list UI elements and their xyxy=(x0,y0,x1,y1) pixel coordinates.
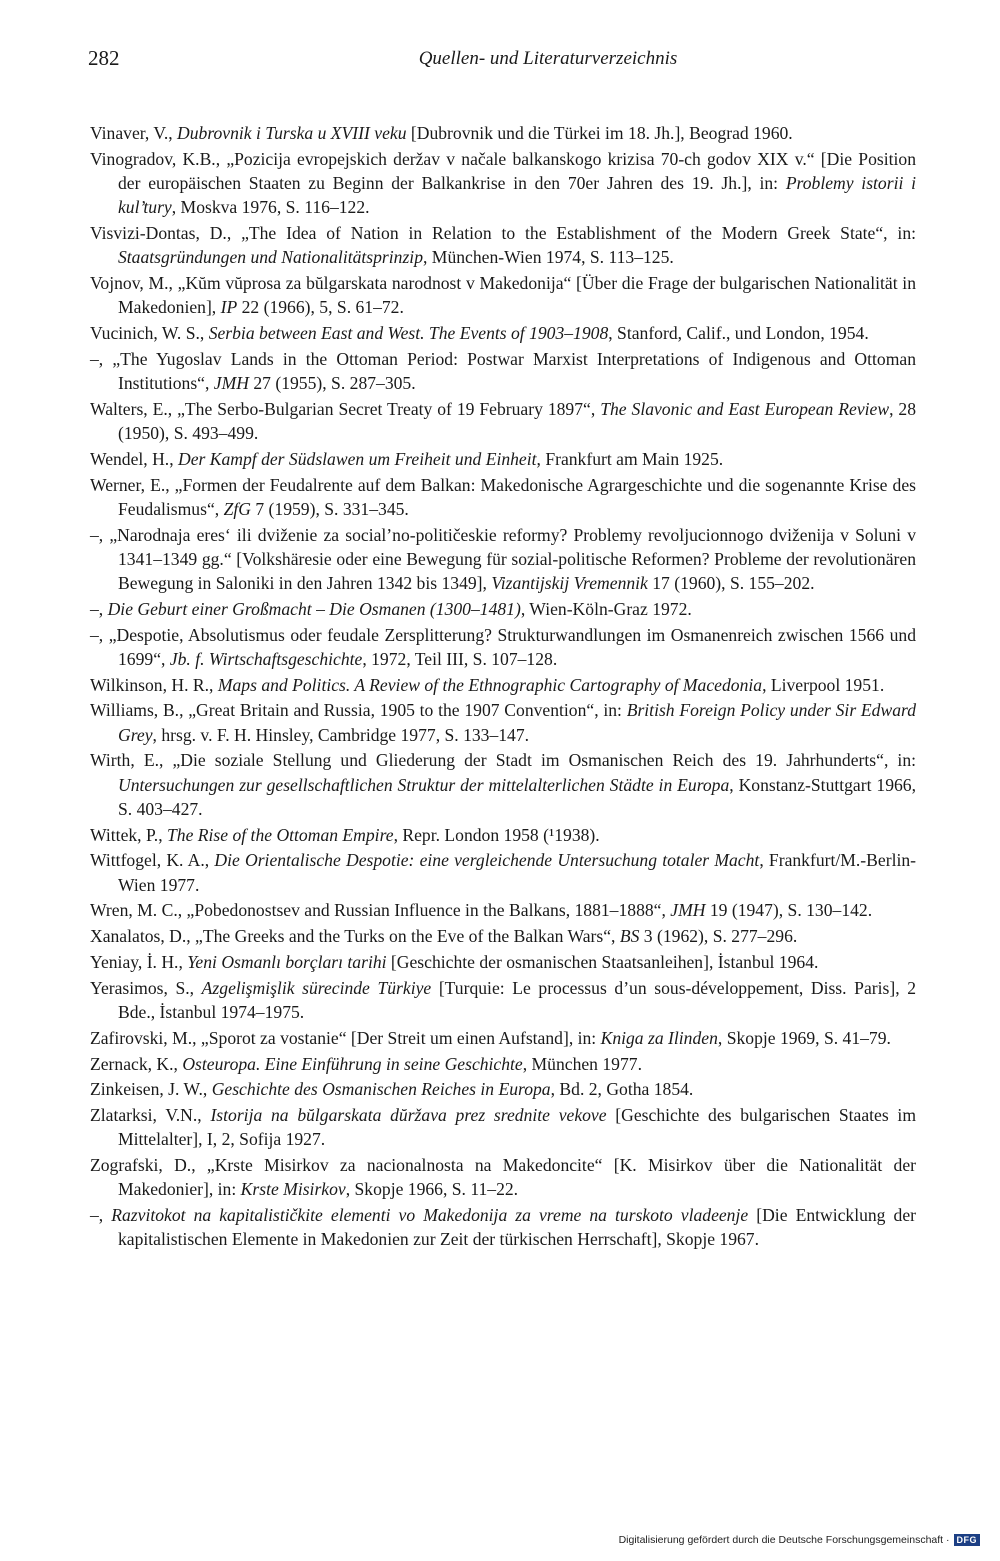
entry-title: IP xyxy=(220,297,238,318)
bibliography-entry xyxy=(90,121,916,145)
page-header xyxy=(88,46,916,76)
bibliography-entry xyxy=(90,597,916,621)
bibliography-entry xyxy=(90,1153,916,1201)
entry-title: JMH xyxy=(670,900,706,921)
entry-title: Vizantijskij Vremennik xyxy=(491,573,648,593)
entry-title: Geschichte des Osmanischen Reiches in Europa xyxy=(211,1079,551,1100)
entry-details: [Geschichte der osmanischen Staatsanleihen], İstanbul 1964. xyxy=(386,951,819,972)
footer-credit: Digitalisierung gefördert durch die Deutsche Forschungsgemeinschaft · xyxy=(618,1534,950,1546)
bibliography-entry xyxy=(90,1052,916,1076)
entry-details: , Skopje 1969, S. 41–79. xyxy=(717,1027,891,1048)
entry-author: –, xyxy=(90,1205,112,1226)
bibliography-entry xyxy=(90,1103,916,1151)
bibliography-entry xyxy=(90,924,916,948)
entry-author: –, „Despotie, Absolutismus oder feudale Zersplitterung? Strukturwandlungen im Osmanenreich zwischen 1566 und 1699“, xyxy=(90,624,916,669)
entry-details: , Frankfurt am Main 1925. xyxy=(536,448,724,469)
entry-title: Istorija na bŭlgarskata dŭržava prez srednite vekove xyxy=(210,1105,607,1126)
entry-details: [Die Entwicklung der kapitalistischen Elemente in Makedonien zur Zeit der türkischen Herrschaft], Skopje 1967. xyxy=(118,1205,917,1250)
entry-author: Yerasimos, S., xyxy=(90,977,202,998)
entry-author: Visvizi-Dontas, D., „The Idea of Nation in Relation to the Establishment of the Modern Greek State“, in: xyxy=(90,223,916,243)
bibliography-entry xyxy=(90,848,916,896)
entry-details: , Liverpool 1951. xyxy=(762,674,885,695)
bibliography-entry xyxy=(90,748,916,821)
bibliography-entry xyxy=(90,271,916,319)
entry-title: Kniga za Ilinden xyxy=(600,1027,718,1048)
entry-author: –, xyxy=(90,598,108,619)
entry-author: Wittek, P., xyxy=(90,824,167,845)
entry-details: , 1972, Teil III, S. 107–128. xyxy=(362,648,558,669)
entry-author: Werner, E., „Formen der Feudalrente auf dem Balkan: Makedonische Agrargeschichte und die sogenannte Krise des Feudalismus“, xyxy=(90,474,916,519)
bibliography-entry xyxy=(90,823,916,847)
bibliography-entry xyxy=(90,147,916,220)
bibliography-entry xyxy=(90,447,916,471)
entry-title: Dubrovnik i Turska u XVIII veku xyxy=(177,123,407,143)
entry-author: –, „Narodnaja eres‘ ili dviženie za social’no-političeskie reformy? Problemy revoljucionnogo dviženija v Soluni v 1341–1349 gg.“ [Volkshäresie oder eine Bewegung für sozial-politische Reformen? Probleme der revolutionären Bewegung in Saloniki in den Jahren 1342 bis 1349], xyxy=(90,524,916,593)
entry-author: Zografski, D., „Krste Misirkov za nacionalnosta na Makedoncite“ [K. Misirkov über die Nationalität der Makedonier], in: xyxy=(90,1155,916,1200)
entry-details: , München 1977. xyxy=(522,1053,642,1074)
entry-author: Vinaver, V., xyxy=(90,123,178,143)
entry-author: –, „The Yugoslav Lands in the Ottoman Period: Postwar Marxist Interpretations of Indigenous and Ottoman Institutions“, xyxy=(90,348,916,393)
entry-details: , Bd. 2, Gotha 1854. xyxy=(550,1079,694,1100)
bibliography-entry xyxy=(90,950,916,974)
entry-details: [Dubrovnik und die Türkei im 18. Jh.], Beograd 1960. xyxy=(406,123,793,143)
entry-author: Wren, M. C., „Pobedonostsev and Russian Influence in the Balkans, 1881–1888“, xyxy=(90,900,671,921)
entry-title: Krste Misirkov xyxy=(240,1179,346,1200)
entry-title: Serbia between East and West. The Events of 1903–1908 xyxy=(208,323,609,343)
entry-title: The Slavonic and East European Review xyxy=(600,398,890,419)
entry-title: BS xyxy=(619,926,640,947)
running-title: Quellen- und Literaturverzeichnis xyxy=(418,48,678,69)
entry-author: Zlatarksi, V.N., xyxy=(90,1105,211,1126)
entry-title: ZfG xyxy=(223,498,251,519)
entry-details: 3 (1962), S. 277–296. xyxy=(639,926,798,947)
bibliography-entry xyxy=(90,698,916,746)
entry-author: Zernack, K., xyxy=(90,1053,183,1074)
entry-author: Zinkeisen, J. W., xyxy=(90,1079,212,1100)
entry-details: , Konstanz-Stuttgart 1966, S. 403–427. xyxy=(118,774,916,819)
page-number: 282 xyxy=(88,46,120,70)
bibliography-entry xyxy=(90,1203,916,1251)
entry-title: The Rise of the Ottoman Empire xyxy=(167,824,394,845)
entry-details: 27 (1955), S. 287–305. xyxy=(248,373,416,393)
entry-author: Williams, B., „Great Britain and Russia, 1905 to the 1907 Convention“, in: xyxy=(90,700,627,721)
bibliography-entry xyxy=(90,1077,916,1101)
entry-author: Xanalatos, D., „The Greeks and the Turks on the Eve of the Balkan Wars“, xyxy=(90,926,620,947)
entry-author: Wendel, H., xyxy=(90,448,178,469)
bibliography-entry xyxy=(90,623,916,671)
entry-title: Azgelişmişlik sürecinde Türkiye xyxy=(201,977,432,998)
entry-title: Maps and Politics. A Review of the Ethnographic Cartography of Macedonia xyxy=(217,674,763,695)
entry-author: Wittfogel, K. A., xyxy=(90,850,215,871)
entry-author: Wilkinson, H. R., xyxy=(90,674,218,695)
bibliography-entry xyxy=(90,473,916,521)
entry-title: Staatsgründungen und Nationalitätsprinzip xyxy=(118,247,423,268)
entry-details: 17 (1960), S. 155–202. xyxy=(647,573,815,593)
dfg-logo: DFG xyxy=(954,1534,981,1546)
entry-title: Die Geburt einer Großmacht – Die Osmanen (1300–1481) xyxy=(107,598,521,619)
bibliography-entry xyxy=(90,1026,916,1050)
entry-details: , Stanford, Calif., und London, 1954. xyxy=(608,323,869,343)
entry-title: Jb. f. Wirtschaftsgeschichte xyxy=(169,648,363,669)
digitization-footer xyxy=(619,1534,980,1546)
entry-details: , 28 (1950), S. 493–499. xyxy=(118,398,916,443)
entry-details: 22 (1966), 5, S. 61–72. xyxy=(237,297,404,318)
entry-author: Wirth, E., „Die soziale Stellung und Gliederung der Stadt im Osmanischen Reich des 19. Jahrhunderts“, in: xyxy=(90,750,916,771)
entry-title: Razvitokot na kapitalističkite elementi vo Makedonija za vreme na turskoto vladeenje xyxy=(111,1205,749,1226)
entry-details: , Skopje 1966, S. 11–22. xyxy=(345,1179,519,1200)
entry-details: , hrsg. v. F. H. Hinsley, Cambridge 1977, S. 133–147. xyxy=(152,724,530,745)
entry-title: Untersuchungen zur gesellschaftlichen Struktur der mittelalterlichen Städte in Europa xyxy=(118,774,730,795)
entry-author: Vojnov, M., „Kŭm vŭprosa za bŭlgarskata narodnost v Makedonija“ [Über die Frage der bulgarischen Nationalität in Makedonien], xyxy=(90,273,916,318)
entry-author: Vucinich, W. S., xyxy=(90,323,209,343)
entry-author: Walters, E., „The Serbo-Bulgarian Secret Treaty of 19 February 1897“, xyxy=(90,398,601,419)
entry-title: Osteuropa. Eine Einführung in seine Geschichte xyxy=(182,1053,523,1074)
entry-details: , Moskva 1976, S. 116–122. xyxy=(171,197,370,218)
bibliography-entry xyxy=(90,898,916,922)
entry-title: Die Orientalische Despotie: eine vergleichende Untersuchung totaler Macht xyxy=(214,850,760,871)
entry-details: [Turquie: Le processus d’un sous-développement, Diss. Paris], 2 Bde., İstanbul 1974–1975. xyxy=(118,977,916,1022)
entry-title: Der Kampf der Südslawen um Freiheit und Einheit xyxy=(178,448,537,469)
entry-author: Vinogradov, K.B., „Pozicija evropejskich deržav v načale balkanskogo krizisa 70-ch godov XIX v.“ [Die Position der europäischen Staaten zu Beginn der Balkankrise in den 70er Jahren des 19. Jh.], in: xyxy=(90,148,916,193)
entry-title: British Foreign Policy under Sir Edward Grey xyxy=(118,700,916,745)
bibliography-entry xyxy=(90,673,916,697)
bibliography-entry xyxy=(90,347,916,395)
entry-title: JMH xyxy=(213,373,249,393)
entry-details: , Frankfurt/M.-Berlin-Wien 1977. xyxy=(118,850,916,895)
entry-details: [Geschichte des bulgarischen Staates im Mittelalter], I, 2, Sofija 1927. xyxy=(118,1105,917,1150)
bibliography-entry xyxy=(90,221,916,269)
bibliography-entry xyxy=(90,976,916,1024)
entry-details: , München-Wien 1974, S. 113–125. xyxy=(423,247,674,268)
entry-details: , Wien-Köln-Graz 1972. xyxy=(520,598,692,619)
bibliography-entry xyxy=(90,523,916,596)
entry-author: Zafirovski, M., „Sporot za vostanie“ [Der Streit um einen Aufstand], in: xyxy=(90,1027,601,1048)
entry-details: 19 (1947), S. 130–142. xyxy=(705,900,873,921)
entry-details: , Repr. London 1958 (¹1938). xyxy=(393,824,600,845)
entry-title: Yeni Osmanlı borçları tarihi xyxy=(187,951,387,972)
entry-title: Problemy istorii i kul’tury xyxy=(118,173,916,218)
bibliography-entry xyxy=(90,397,916,445)
bibliography-list xyxy=(90,121,916,1252)
bibliography-entry xyxy=(90,321,916,345)
entry-author: Yeniay, İ. H., xyxy=(90,951,188,972)
entry-details: 7 (1959), S. 331–345. xyxy=(250,498,409,519)
